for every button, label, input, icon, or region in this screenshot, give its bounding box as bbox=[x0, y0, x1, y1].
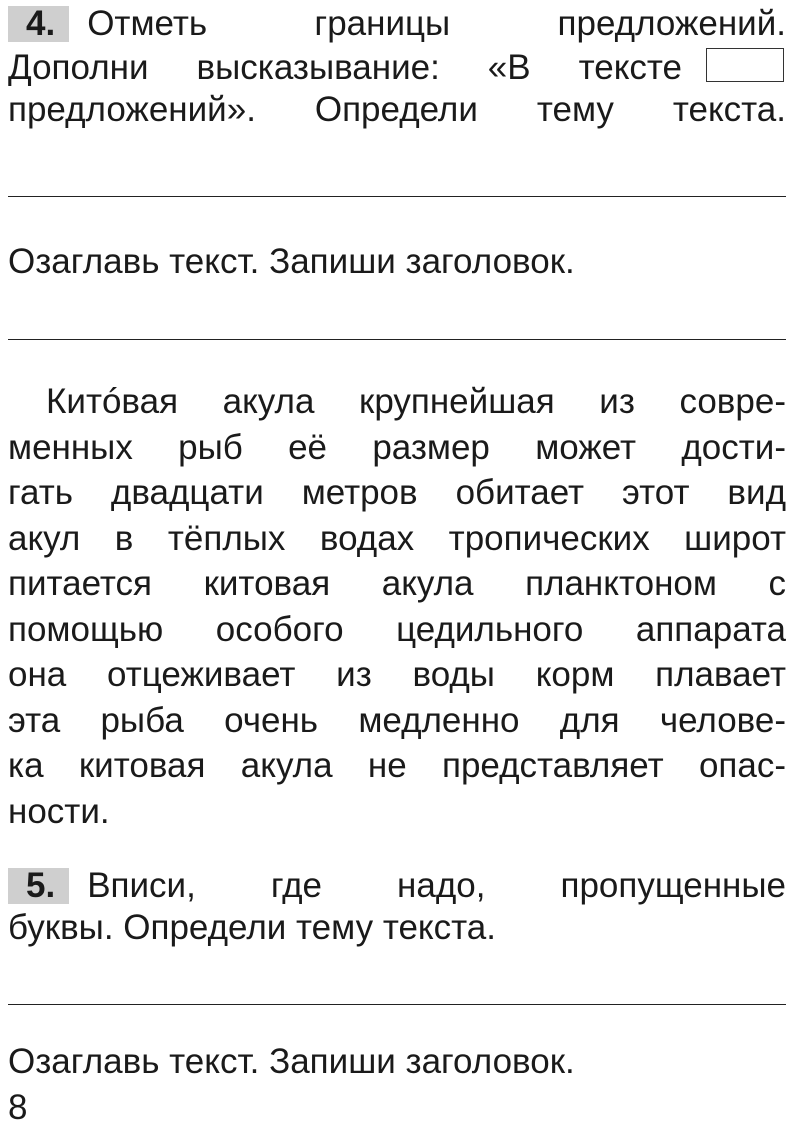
task5-line1 bbox=[8, 864, 786, 908]
task4-line3 bbox=[8, 88, 786, 132]
task4-line1 bbox=[8, 2, 786, 46]
sentence-count-answer-box[interactable] bbox=[706, 48, 784, 82]
task4-number-badge: 4. bbox=[8, 6, 69, 42]
task5-number-badge: 5. bbox=[8, 868, 69, 904]
passage-line: ности. bbox=[8, 792, 110, 831]
task5-instruction-1: Вписи, где надо, пропущенные bbox=[87, 866, 786, 905]
task4-title-answer-line[interactable] bbox=[8, 339, 786, 340]
task4-theme-answer-line[interactable] bbox=[8, 196, 786, 197]
task4-instruction-1: Отметь границы предложений. bbox=[87, 4, 786, 43]
task5-title-prompt: Озаглавь текст. Запиши заголовок. bbox=[8, 1042, 575, 1081]
task4-instruction-3: предложений». Определи тему текста. bbox=[8, 90, 786, 129]
passage-line: гать двадцати метров обитает этот вид bbox=[8, 473, 786, 512]
passage-line: менных рыб её размер может дости- bbox=[8, 428, 786, 467]
passage-line: акул в тёплых водах тропических широт bbox=[8, 519, 786, 558]
task4-line2 bbox=[8, 46, 682, 90]
task4-instruction-2: Дополни высказывание: «В тексте bbox=[8, 48, 682, 87]
passage-line: ка китовая акула не представляет опас- bbox=[8, 746, 786, 785]
task5-theme-answer-line[interactable] bbox=[8, 1004, 786, 1005]
passage-line: Китóвая акула крупнейшая из совре- bbox=[46, 382, 786, 421]
passage-line: питается китовая акула планктоном с bbox=[8, 564, 786, 603]
passage-line: эта рыба очень медленно для челове- bbox=[8, 701, 786, 740]
page-number: 8 bbox=[8, 1088, 28, 1127]
task5-instruction-2: буквы. Определи тему текста. bbox=[8, 908, 496, 947]
passage-line: помощью особого цедильного аппарата bbox=[8, 610, 786, 649]
passage-line: она отцеживает из воды корм плавает bbox=[8, 655, 786, 694]
task4-title-prompt: Озаглавь текст. Запиши заголовок. bbox=[8, 242, 575, 281]
